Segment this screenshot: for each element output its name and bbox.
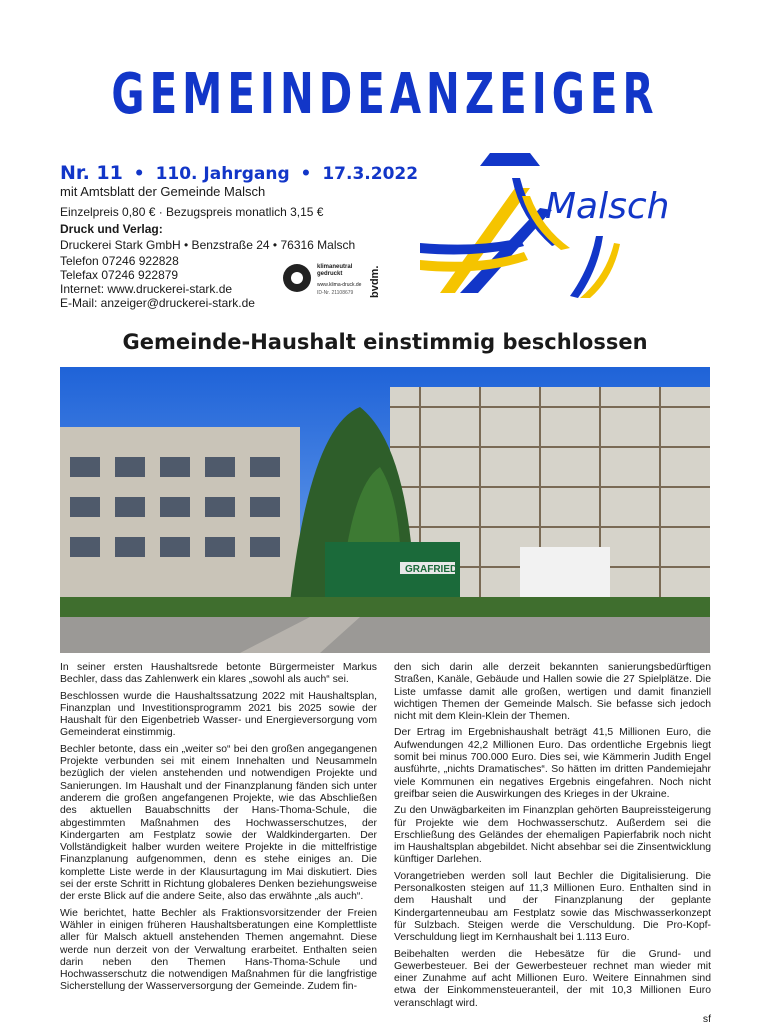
article-paragraph: Wie berichtet, hatte Bechler als Fraktionsvorsitzender der Freien Wähler in einigen früheren Haushaltsberatungen eine Komplettliste aller für Malsch aktuell anstehenden Themen angemahnt. Diese werde nun derzeit von der Verwaltung erarbeitet. Enthalten seien darin neben den Themen Hans-Thoma-Schule und Hochwasserschutz die notwendigen Maßnahmen für die langfristige Sicherstellung der Wasserversorgung der Gemeinde. Zudem fin- xyxy=(60,907,377,993)
issue-date: 17.3.2022 xyxy=(322,164,419,184)
container-sign: GRAFRIED xyxy=(405,564,458,575)
issue-separator: • xyxy=(300,164,312,184)
climate-badge-icon xyxy=(283,264,311,292)
issue-number: Nr. 11 xyxy=(60,162,123,184)
publisher-address: Druckerei Stark GmbH • Benzstraße 24 • 76316 Malsch xyxy=(60,238,356,252)
article-paragraph: In seiner ersten Haushaltsrede betonte Bürgermeister Markus Bechler, dass das Zahlenwerk ein klares „sowohl als auch“ sei. xyxy=(60,662,377,686)
badge-line2: gedruckt xyxy=(317,271,343,277)
issue-separator: • xyxy=(133,164,145,184)
climate-neutral-badge xyxy=(277,258,387,302)
malsch-logo xyxy=(420,148,730,298)
article-paragraph: Vorangetrieben werden soll laut Bechler die Digitalisierung. Die Personalkosten steigen auf 11,3 Millionen Euro. Enthalten sind in dem Haushalt und der Finanzplanung der geplante Kindergartenneubau am Festplatz sowie das Mischwasserkonzept für Sulzbach. Steigen werde die Verschuldung. Die Pro-Kopf-Verschuldung liegt im Kernhaushalt bei 1.113 Euro. xyxy=(394,870,711,944)
badge-line1: klimaneutral xyxy=(317,264,353,270)
fax-line: Telefax 07246 922879 xyxy=(60,268,179,282)
publisher-heading: Druck und Verlag: xyxy=(60,222,163,236)
article-paragraph: den sich darin alle derzeit bekannten sanierungsbedürftigen Straßen, Kanäle, Gebäude und Hallen sowie die 27 Spielplätze. Die Liste umfasse damit alle großen, wertigen und damit finanziell wichtigen Themen der Gemeinde Malsch. Sie befasse sich jedoch nicht mit dem Klein-Klein der Themen. xyxy=(394,662,711,723)
badge-url: www.klima-druck.de xyxy=(317,282,362,288)
article-paragraph: Beschlossen wurde die Haushaltssatzung 2022 mit Haushaltsplan, Finanzplan und Investitionsprogramm 2021 bis 2025 sowie der Haushalt für den Eigenbetrieb Wasser- und Energieversorgung vom Gemeinderat einstimmig. xyxy=(60,690,377,739)
article-paragraph: Der Ertrag im Ergebnishaushalt beträgt 41,5 Millionen Euro, die Aufwendungen 42,2 Millionen Euro. Das ordentliche Ergebnis liegt somit bei minus 700.000 Euro. Dies sei, wie Kämmerin Judith Engel ausführte, „nichts Dramatisches“. So hätten im dritten Pandemiejahr viele Kommunen ein negatives Ergebnis eingefahren. Noch nicht greifbar seien die Auswirkungen des Krieges in der Ukraine. xyxy=(394,727,711,800)
issue-line xyxy=(60,162,418,184)
article-paragraph: Bechler betonte, dass ein „weiter so“ bei den großen angegangenen Projekte verbunden sei mit einem Innehalten und Neusammeln bezüglich der vielen anstehenden und notwendigen Projekte und Sanierungen. Im Haushalt und der Finanzplanung fänden sich unter anderem die großen angefangenen Projekte, wie das Abschließen des aktuellen Bauabschnitts der Hans-Thoma-Schule, die abgestimmten Maßnahmen des Hochwasserschutzes, der Kindergarten am Festplatz sowie der Waldkindergarten. Der Vollständigkeit halber wurden weitere Projekte in die mittelfristige Finanzplanung aufgenommen, denn es stehe einiges an. Die komplette Liste werde in der Klausurtagung im Mai diskutiert. Dies sei der erste Schritt in Richtung globaleres Denken beziehungsweise der erste Blick auf die andere Seite, also das erwähnte „als auch“. xyxy=(60,743,377,903)
article-headline: Gemeinde-Haushalt einstimmig beschlossen xyxy=(122,330,648,354)
price-line: Einzelpreis 0,80 € · Bezugspreis monatlich 3,15 € xyxy=(60,205,324,219)
article-column-left xyxy=(60,662,377,998)
article-paragraph: Zu den Unwägbarkeiten im Finanzplan gehörten Baupreissteigerung für Projekte wie dem Hochwasserschutz. Außerdem sei die Erschließung des Geländes der ehemaligen Papierfabrik noch nicht im Haushaltsplan abgebildet. Nicht absehbar sei die Zinsentwicklung künftiger Darlehen. xyxy=(394,805,711,866)
article-column-right xyxy=(394,662,711,1026)
internet-line: Internet: www.druckerei-stark.de xyxy=(60,282,233,296)
article-photo xyxy=(60,367,710,653)
email-line: E-Mail: anzeiger@druckerei-stark.de xyxy=(60,296,255,310)
author-signature: sf xyxy=(702,1014,711,1026)
subtitle: mit Amtsblatt der Gemeinde Malsch xyxy=(60,184,266,199)
masthead-title: GEMEINDEANZEIGER xyxy=(111,62,659,127)
article-paragraph: Beibehalten werden die Hebesätze für die Grund- und Gewerbesteuer. Bei der Gewerbesteuer rechnet man wieder mit einer Zunahme auf acht Millionen Euro. Weitere Einnahmen sind etwa der Einkommensteueranteil, der mit 10,3 Millionen Euro veranschlagt wird. xyxy=(394,948,711,1009)
bvdm-logo: bvdm. xyxy=(369,265,381,298)
building-photo xyxy=(60,367,710,653)
phone-line: Telefon 07246 922828 xyxy=(60,254,179,268)
badge-id: ID-Nr. 21108679 xyxy=(317,290,354,296)
issue-volume: 110. Jahrgang xyxy=(155,164,290,184)
logo-text: Malsch xyxy=(545,186,670,227)
